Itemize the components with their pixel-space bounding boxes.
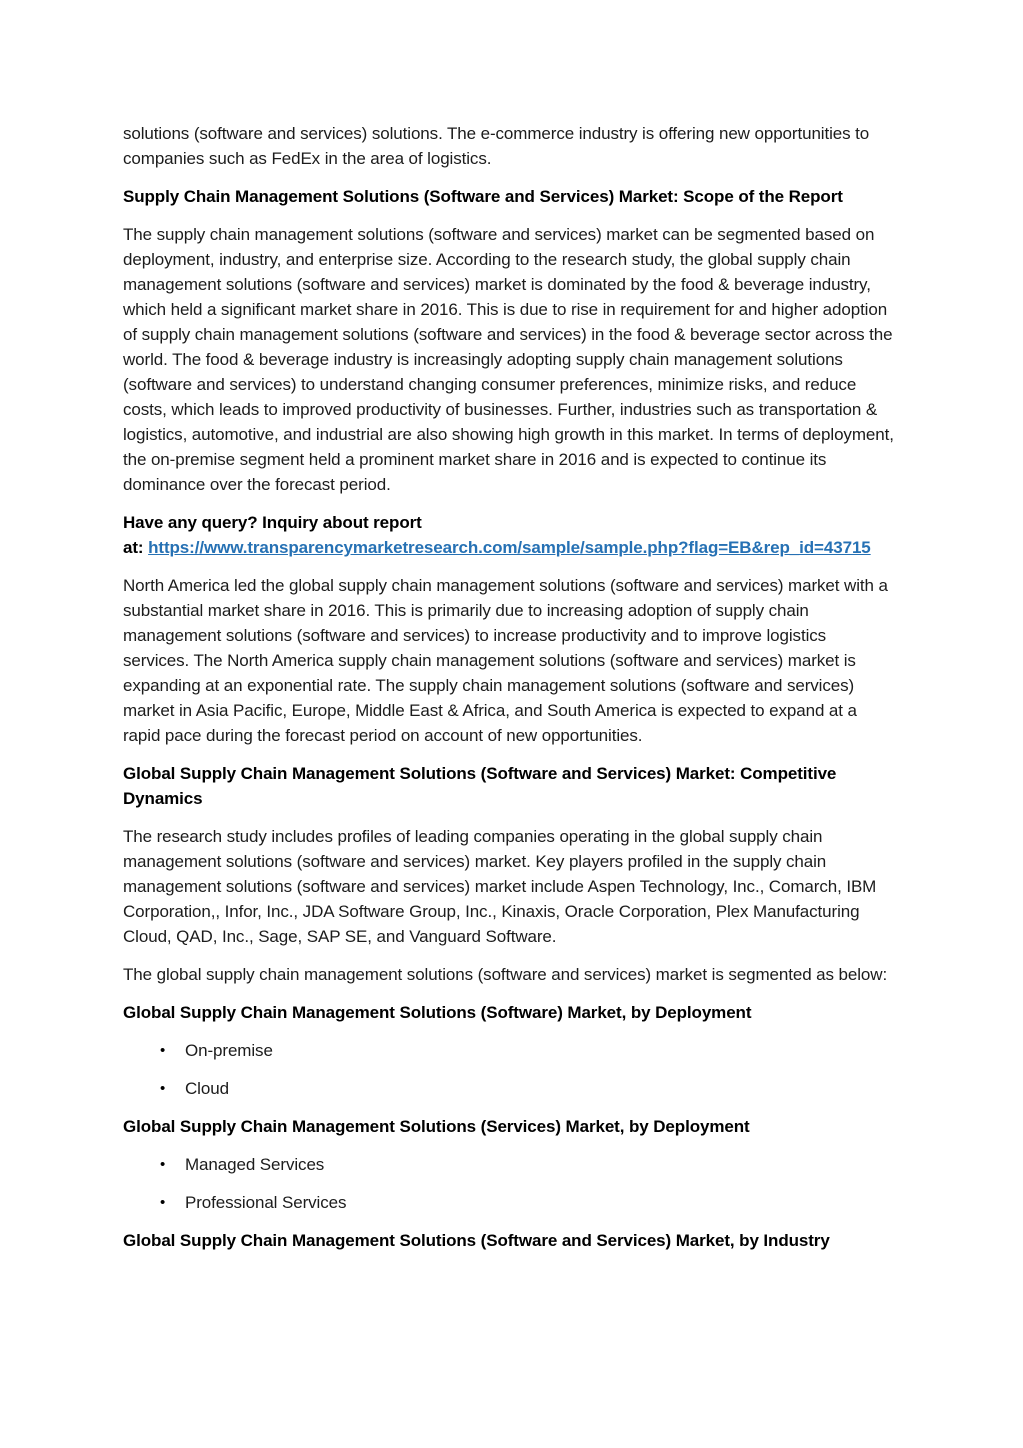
segment-heading-services-by-deployment: Global Supply Chain Management Solutions (Services) Market, by Deployment bbox=[123, 1117, 750, 1136]
segment-heading-by-industry: Global Supply Chain Management Solutions (Software and Services) Market, by Industry bbox=[123, 1231, 830, 1250]
document-page bbox=[123, 121, 895, 1266]
bullet-icon: • bbox=[160, 1194, 166, 1211]
list-item-label: Cloud bbox=[185, 1079, 229, 1098]
bullet-icon: • bbox=[160, 1042, 166, 1059]
list-item bbox=[123, 1038, 895, 1063]
segmentation-intro-paragraph: The global supply chain management solutions (software and services) market is segmented as below: bbox=[123, 965, 888, 984]
competitive-paragraph: The research study includes profiles of leading companies operating in the global supply chain management solutions (software and services) market. Key players profiled in the supply chain management solutions (software and services) market include Aspen Technology, Inc., Comarch, IBM Corporation,, Infor, Inc., JDA Software Group, Inc., Kinaxis, Oracle Corporation, Plex Manufacturing Cloud, QAD, Inc., Sage, SAP SE, and Vanguard Software. bbox=[123, 827, 877, 946]
list-item-label: On-premise bbox=[185, 1041, 273, 1060]
list-item bbox=[123, 1190, 895, 1215]
list-item bbox=[123, 1076, 895, 1101]
segment-heading-software-by-deployment: Global Supply Chain Management Solutions (Software) Market, by Deployment bbox=[123, 1003, 752, 1022]
intro-paragraph: solutions (software and services) solutions. The e-commerce industry is offering new opportunities to companies such as FedEx in the area of logistics. bbox=[123, 124, 870, 168]
sample-report-link[interactable]: https://www.transparencymarketresearch.com/sample/sample.php?flag=EB&rep_id=43715 bbox=[148, 538, 871, 557]
list-item-label: Managed Services bbox=[185, 1155, 325, 1174]
query-line1: Have any query? Inquiry about report bbox=[123, 513, 422, 532]
list-item-label: Professional Services bbox=[185, 1193, 347, 1212]
north-america-paragraph: North America led the global supply chain management solutions (software and services) market with a substantial market share in 2016. This is primarily due to increasing adoption of supply chain management solutions (software and services) to increase productivity and to improve logistics services. The North America supply chain management solutions (software and services) market is expanding at an exponential rate. The supply chain management solutions (software and services) market in Asia Pacific, Europe, Middle East & Africa, and South America is expected to expand at a rapid pace during the forecast period on account of new opportunities. bbox=[123, 576, 888, 745]
bullet-icon: • bbox=[160, 1080, 166, 1097]
bullet-icon: • bbox=[160, 1156, 166, 1173]
scope-paragraph: The supply chain management solutions (software and services) market can be segmented based on deployment, industry, and enterprise size. According to the research study, the global supply chain management solutions (software and services) market is dominated by the food & beverage industry, which held a significant market share in 2016. This is due to rise in requirement for and higher adoption of supply chain management solutions (software and services) in the food & beverage sector across the world. The food & beverage industry is increasingly adopting supply chain management solutions (software and services) to understand changing consumer preferences, minimize risks, and reduce costs, which leads to improved productivity of businesses. Further, industries such as transportation & logistics, automotive, and industrial are also showing high growth in this market. In terms of deployment, the on-premise segment held a prominent market share in 2016 and is expected to continue its dominance over the forecast period. bbox=[123, 225, 894, 494]
section-heading-competitive-dynamics: Global Supply Chain Management Solutions (Software and Services) Market: Competitive Dynamics bbox=[123, 764, 837, 808]
query-block bbox=[123, 510, 895, 560]
list-item bbox=[123, 1152, 895, 1177]
section-heading-scope: Supply Chain Management Solutions (Software and Services) Market: Scope of the Report bbox=[123, 187, 843, 206]
query-line2-prefix: at: bbox=[123, 538, 144, 557]
